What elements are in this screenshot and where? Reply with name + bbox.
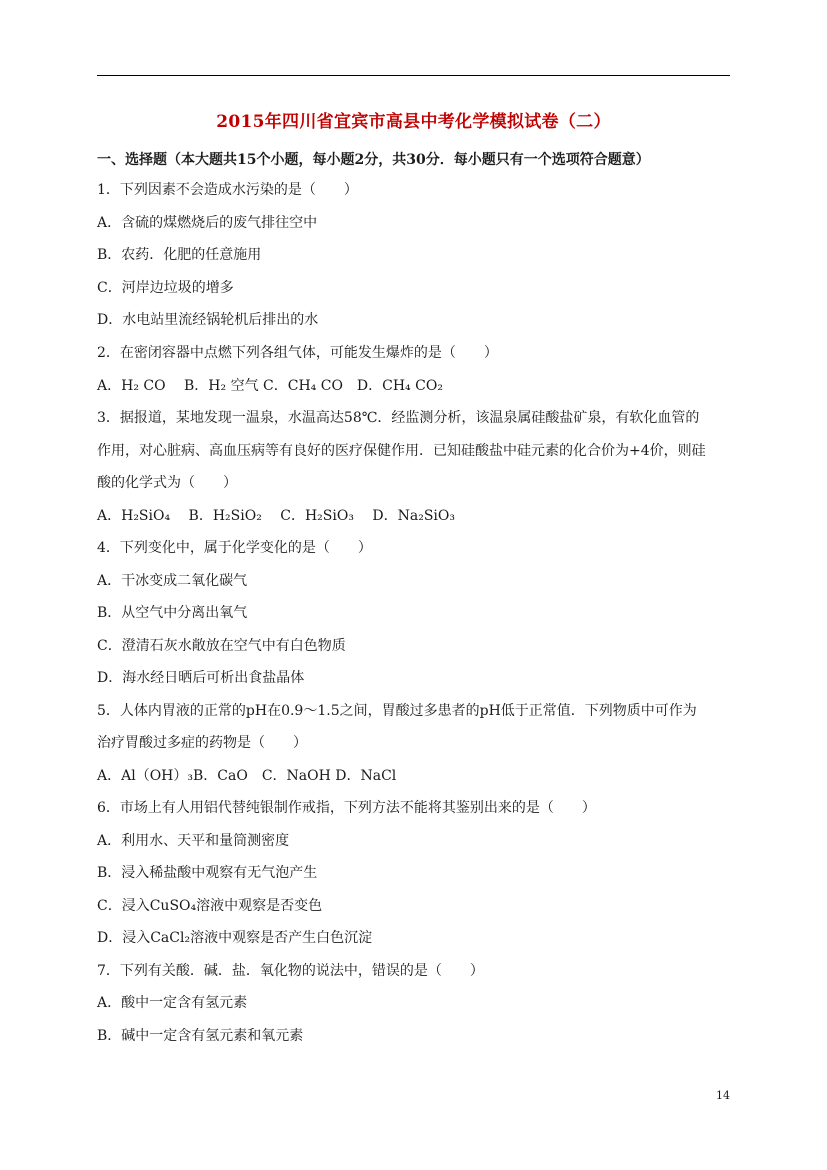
question-line: 2．在密闭容器中点燃下列各组气体，可能发生爆炸的是（ ） bbox=[97, 345, 498, 361]
question-line: 7．下列有关酸．碱．盐．氧化物的说法中，错误的是（ ） bbox=[97, 963, 484, 979]
question-line: 作用，对心脏病、高血压病等有良好的医疗保健作用．已知硅酸盐中硅元素的化合价为+4价，则硅 bbox=[97, 443, 706, 459]
question-line: D．水电站里流经锅轮机后排出的水 bbox=[97, 312, 319, 328]
question-line: A．含硫的煤燃烧后的废气排往空中 bbox=[97, 215, 318, 231]
question-line: 酸的化学式为（ ） bbox=[97, 475, 237, 491]
question-line: 6．市场上有人用铝代替纯银制作戒指，下列方法不能将其鉴别出来的是（ ） bbox=[97, 800, 596, 816]
header-rule bbox=[97, 75, 730, 76]
question-line: A．酸中一定含有氢元素 bbox=[97, 995, 248, 1011]
question-line: C．澄清石灰水敞放在空气中有白色物质 bbox=[97, 638, 346, 654]
question-line: 1．下列因素不会造成水污染的是（ ） bbox=[97, 182, 358, 198]
question-line: 4．下列变化中，属于化学变化的是（ ） bbox=[97, 540, 372, 556]
question-line: 3．据报道，某地发现一温泉，水温高达58℃．经监测分析，该温泉属硅酸盐矿泉，有软化血管的 bbox=[97, 410, 700, 426]
question-line: B．浸入稀盐酸中观察有无气泡产生 bbox=[97, 865, 318, 881]
document-title: 2015年四川省宜宾市高县中考化学模拟试卷（二） bbox=[216, 112, 611, 132]
question-line: A．H₂SiO₄ B．H₂SiO₂ C．H₂SiO₃ D．Na₂SiO₃ bbox=[97, 508, 455, 524]
question-line: D．浸入CaCl₂溶液中观察是否产生白色沉淀 bbox=[97, 930, 373, 946]
question-line: C．浸入CuSO₄溶液中观察是否变色 bbox=[97, 898, 323, 914]
question-line: A．利用水、天平和量筒测密度 bbox=[97, 833, 290, 849]
question-line: A．Al（OH）₃B．CaO C．NaOH D．NaCl bbox=[97, 768, 397, 784]
question-line: A．干冰变成二氧化碳气 bbox=[97, 573, 248, 589]
question-line: 治疗胃酸过多症的药物是（ ） bbox=[97, 735, 307, 751]
page-number: 14 bbox=[716, 1089, 730, 1102]
question-line: D．海水经日晒后可析出食盐晶体 bbox=[97, 670, 305, 686]
section-heading: 一、选择题（本大题共15个小题，每小题2分，共30分．每小题只有一个选项符合题意） bbox=[97, 152, 650, 168]
question-line: A．H₂ CO B．H₂ 空气 C．CH₄ CO D．CH₄ CO₂ bbox=[97, 378, 443, 394]
question-line: C．河岸边垃圾的增多 bbox=[97, 280, 234, 296]
question-line: B．农药．化肥的任意施用 bbox=[97, 247, 262, 263]
question-line: B．碱中一定含有氢元素和氧元素 bbox=[97, 1028, 304, 1044]
question-line: 5．人体内胃液的正常的pH在0.9～1.5之间，胃酸过多患者的pH低于正常值．下列物质中可作为 bbox=[97, 703, 697, 719]
question-line: B．从空气中分离出氧气 bbox=[97, 605, 248, 621]
